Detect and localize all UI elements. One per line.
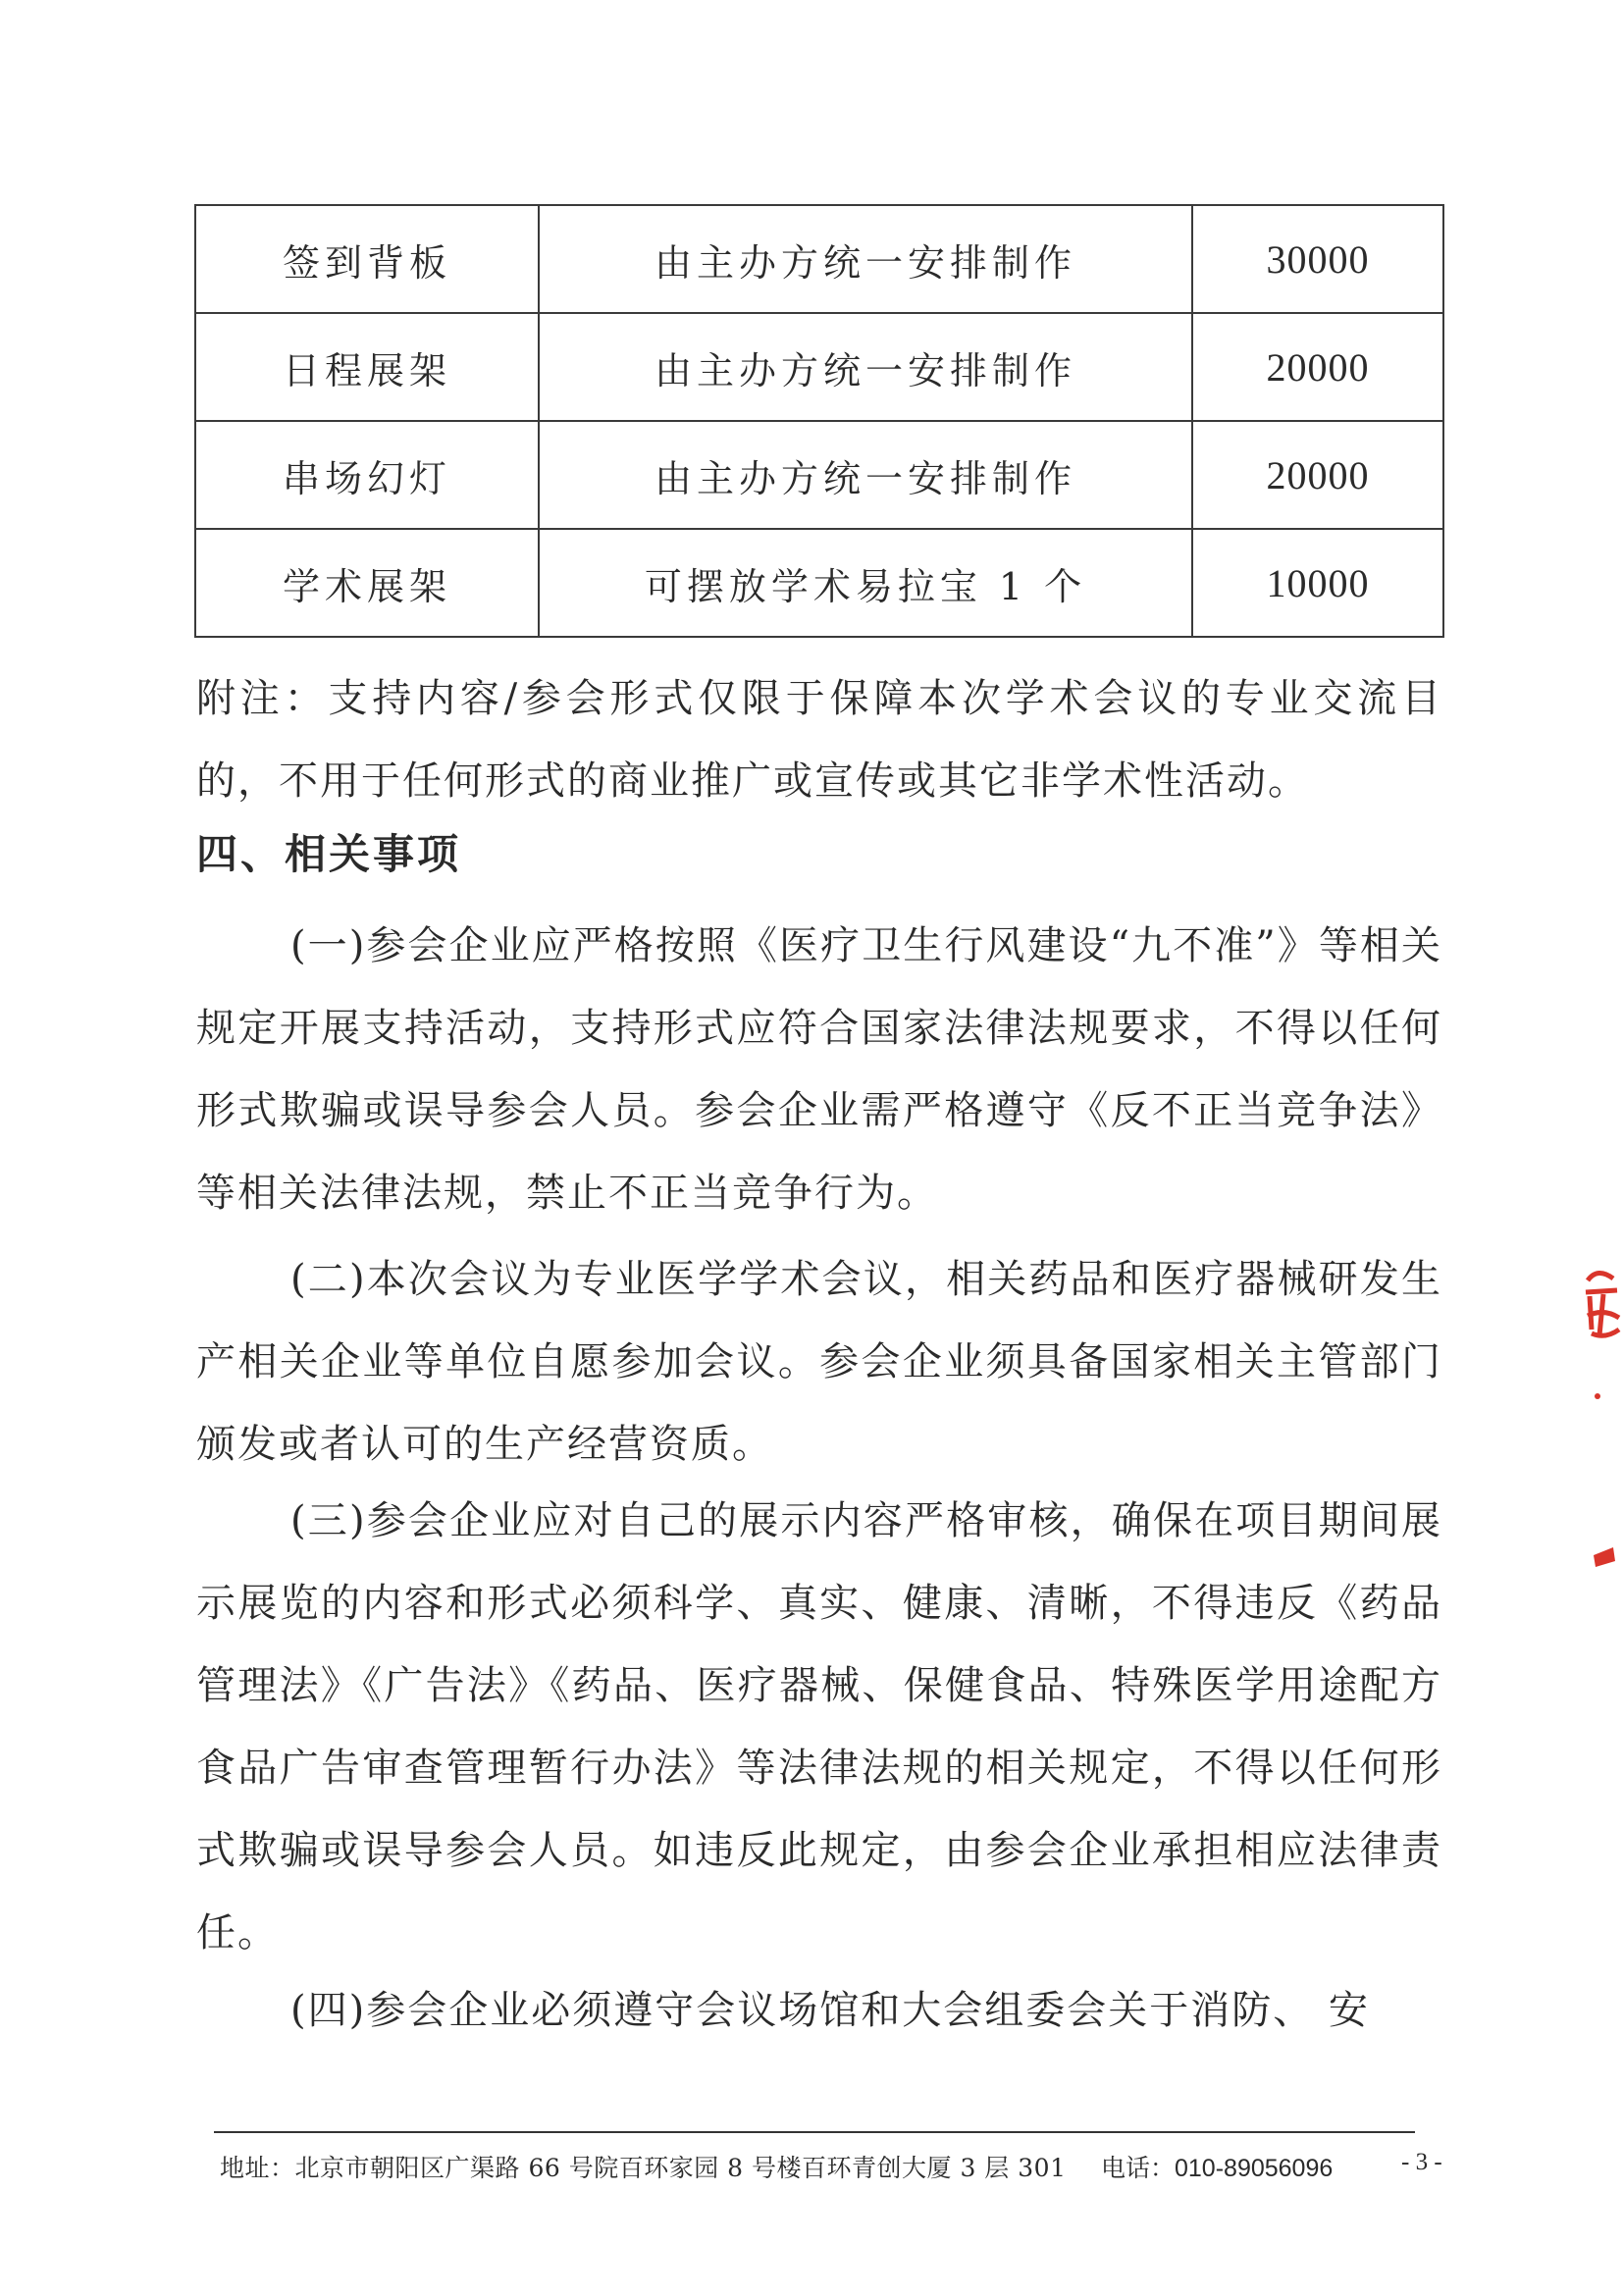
item-cell: 签到背板: [195, 205, 539, 313]
page-number: - 3 -: [1401, 2149, 1442, 2175]
item-cell: 串场幻灯: [195, 421, 539, 529]
footer-phone: 电话：010-89056096: [1101, 2155, 1334, 2182]
paragraph-3: (三)参会企业应对自己的展示内容严格审核，确保在项目期间展示展览的内容和形式必须科学、真实、健康、清晰，不得违反《药品管理法》《广告法》《药品、医疗器械、保健食品、特殊医学用途配方食品广告审查管理暂行办法》等法律法规的相关规定，不得以任何形式欺骗或误导参会人员。如违反此规定，由参会企业承担相应法律责任。: [196, 1498, 1442, 1956]
table-row: [195, 529, 1443, 637]
description-cell: 由主办方统一安排制作: [539, 313, 1192, 421]
table-note: 附注：支持内容/参会形式仅限于保障本次学术会议的专业交流目的，不用于任何形式的商业推广或宣传或其它非学术性活动。: [196, 676, 1442, 804]
seal-mark: [1594, 1547, 1615, 1567]
paragraph-4: (四)参会企业必须遵守会议场馆和大会组委会关于消防、 安: [290, 1988, 1370, 2033]
footer-divider: [214, 2131, 1415, 2133]
item-cell: 日程展架: [195, 313, 539, 421]
table-row: [195, 421, 1443, 529]
item-cell: 学术展架: [195, 529, 539, 637]
section-heading: 四、相关事项: [196, 830, 462, 878]
description-cell: 可摆放学术易拉宝 1 个: [539, 529, 1192, 637]
price-cell: 30000: [1192, 205, 1443, 313]
paragraph-1: (一)参会企业应严格按照《医疗卫生行风建设“九不准”》等相关规定开展支持活动，支持形式应符合国家法律法规要求，不得以任何形式欺骗或误导参会人员。参会企业需严格遵守《反不正当竞争法》等相关法律法规，禁止不正当竞争行为。: [196, 923, 1442, 1216]
footer-address: 地址：北京市朝阳区广渠路 66 号院百环家园 8 号楼百环青创大厦 3 层 301: [220, 2154, 1067, 2182]
seal-stroke: [1586, 1273, 1619, 1335]
price-cell: 10000: [1192, 529, 1443, 637]
seal-fragment: [1570, 1261, 1623, 1585]
table-row: [195, 313, 1443, 421]
description-cell: 由主办方统一安排制作: [539, 205, 1192, 313]
description-cell: 由主办方统一安排制作: [539, 421, 1192, 529]
pricing-table: [194, 204, 1444, 638]
table-row: [195, 205, 1443, 313]
price-cell: 20000: [1192, 421, 1443, 529]
paragraph-2: (二)本次会议为专业医学学术会议，相关药品和医疗器械研发生产相关企业等单位自愿参加会议。参会企业须具备国家相关主管部门颁发或者认可的生产经营资质。: [196, 1257, 1442, 1467]
seal-dot: [1595, 1393, 1600, 1399]
price-cell: 20000: [1192, 313, 1443, 421]
